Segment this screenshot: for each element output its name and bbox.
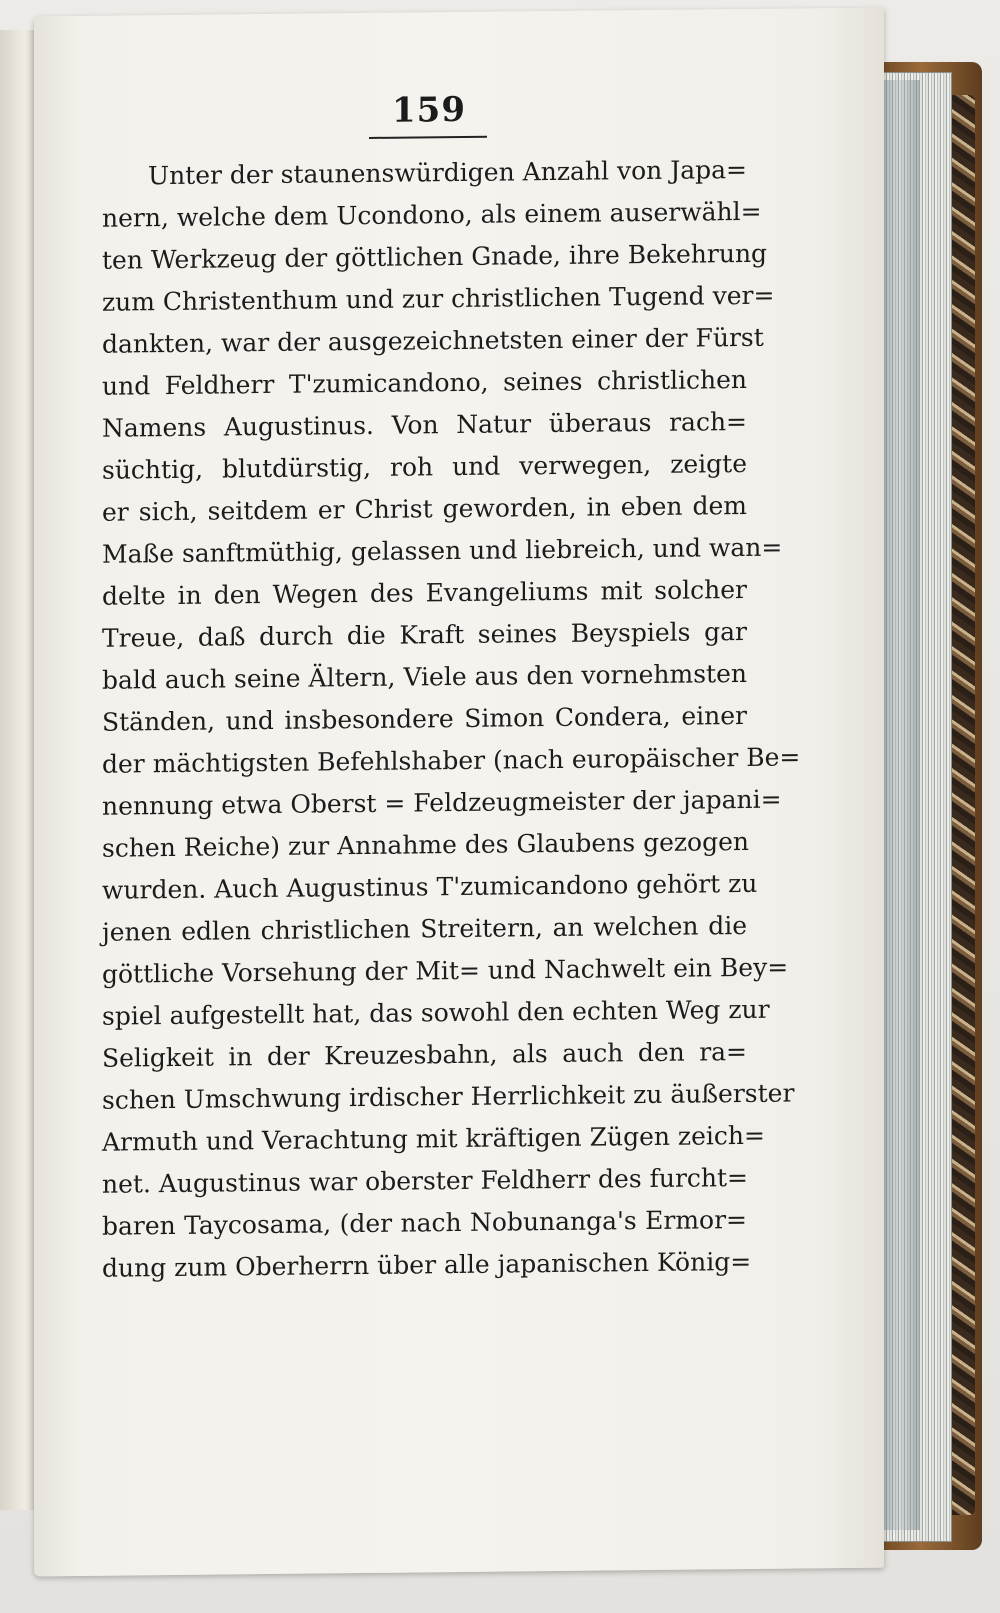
- text-line: Seligkeit in der Kreuzesbahn, als auch den ra=: [102, 1036, 747, 1073]
- text-line: Namens Augustinus. Von Natur überaus rach=: [102, 406, 747, 443]
- text-line: delte in den Wegen des Evangeliums mit solcher: [102, 574, 747, 611]
- text-line: spiel aufgestellt hat, das sowohl den echten Weg zur: [102, 994, 770, 1031]
- left-page-edge: [0, 30, 37, 1510]
- text-line: wurden. Auch Augustinus T'zumicandono gehört zu: [102, 868, 758, 905]
- text-line: Armuth und Verachtung mit kräftigen Zügen zeich=: [102, 1120, 765, 1157]
- text-line: ten Werkzeug der göttlichen Gnade, ihre Bekehrung: [102, 238, 768, 275]
- body-text: [102, 149, 801, 1290]
- text-line: süchtig, blutdürstig, roh und verwegen, zeigte: [102, 448, 747, 485]
- text-line: Treue, daß durch die Kraft seines Beyspiels gar: [102, 616, 747, 653]
- text-line: dung zum Oberherrn über alle japanischen König=: [102, 1246, 752, 1283]
- text-line: net. Augustinus war oberster Feldherr des furcht=: [102, 1162, 749, 1199]
- book-page: [34, 8, 884, 1577]
- page-edge-tint: [880, 80, 920, 1530]
- text-line: dankten, war der ausgezeichnetsten einer der Fürst: [102, 322, 764, 359]
- text-line: göttliche Vorsehung der Mit= und Nachwelt ein Bey=: [102, 952, 789, 989]
- text-line: schen Umschwung irdischer Herrlichkeit zu äußerster: [102, 1078, 795, 1115]
- text-line: er sich, seitdem er Christ geworden, in eben dem: [102, 490, 747, 527]
- text-line: nern, welche dem Ucondono, als einem auserwähl=: [102, 196, 762, 233]
- text-line: nennung etwa Oberst = Feldzeugmeister der japani=: [102, 784, 782, 821]
- text-line: baren Taycosama, (der nach Nobunanga's Ermor=: [102, 1204, 747, 1241]
- text-line: schen Reiche) zur Annahme des Glaubens gezogen: [102, 826, 750, 863]
- text-line: Unter der staunenswürdigen Anzahl von Japa=: [148, 154, 747, 191]
- marbled-cover-edge: [950, 95, 975, 1515]
- page-number: 159: [392, 89, 466, 131]
- page-number-rule: [369, 136, 487, 139]
- text-line: und Feldherr T'zumicandono, seines christlichen: [102, 364, 747, 401]
- text-line: jenen edlen christlichen Streitern, an welchen die: [102, 910, 747, 947]
- text-line: der mächtigsten Befehlshaber (nach europäischer Be=: [102, 742, 801, 779]
- text-line: zum Christenthum und zur christlichen Tugend ver=: [102, 280, 775, 317]
- text-line: Maße sanftmüthig, gelassen und liebreich, und wan=: [102, 532, 783, 569]
- text-line: bald auch seine Ältern, Viele aus den vornehmsten: [102, 658, 747, 695]
- text-line: Ständen, und insbesondere Simon Condera, einer: [102, 700, 747, 737]
